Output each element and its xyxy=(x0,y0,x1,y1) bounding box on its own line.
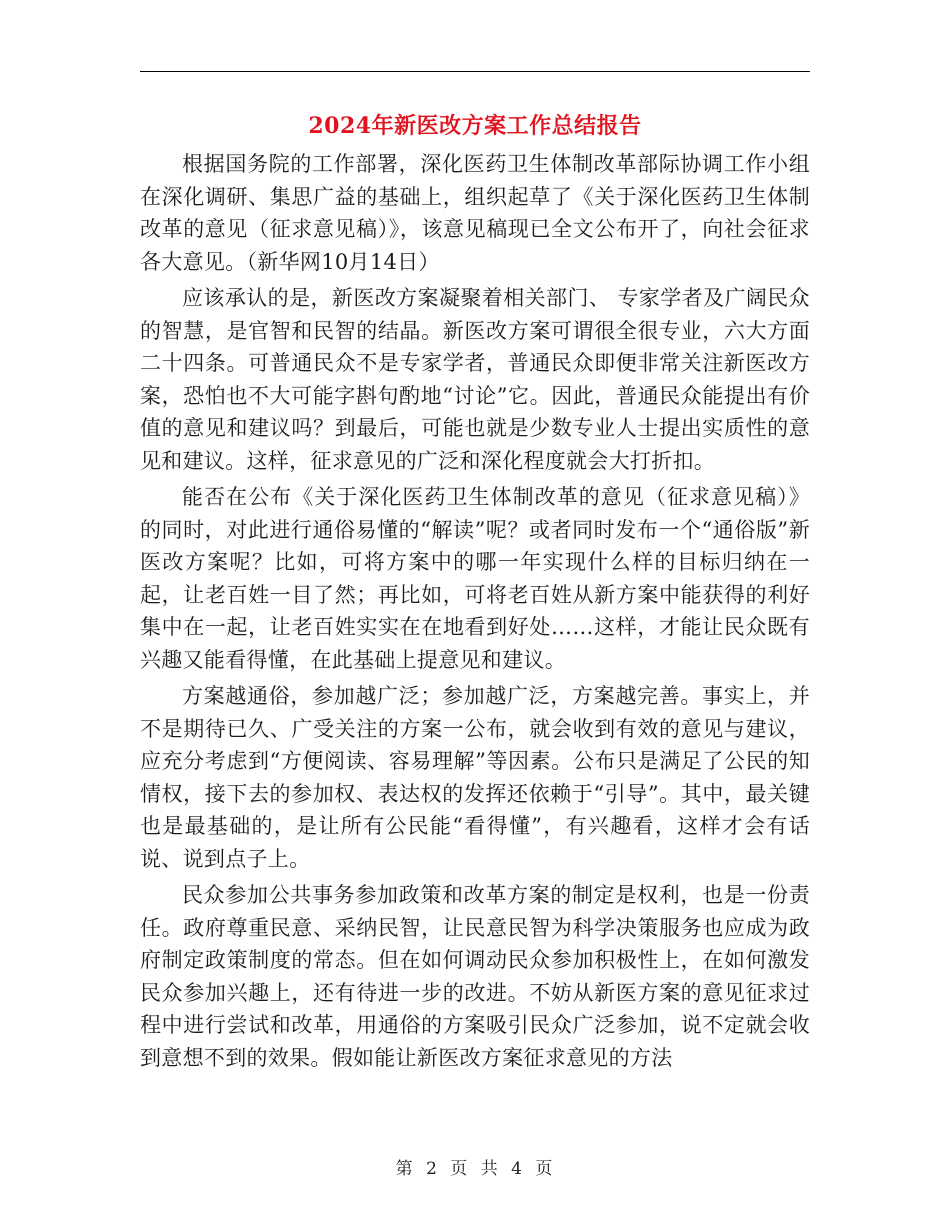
footer-label-ye: 页 xyxy=(450,1159,470,1179)
page-footer xyxy=(0,1154,950,1179)
document-body xyxy=(140,148,810,1078)
document-title: 2024年新医改方案工作总结报告 xyxy=(308,113,642,139)
footer-label-ye-2: 页 xyxy=(535,1159,555,1179)
footer-label-di: 第 xyxy=(395,1159,415,1179)
footer-total-pages: 4 xyxy=(511,1159,524,1179)
footer-label-gong: 共 xyxy=(480,1159,500,1179)
paragraph-1: 根据国务院的工作部署，深化医药卫生体制改革部际协调工作小组在深化调研、集思广益的基础上，组织起草了《关于深化医药卫生体制改革的意见（征求意见稿）》，该意见稿现已全文公布开了，向社会征求各大意见。（新华网10月14日） xyxy=(140,152,810,274)
paragraph-5: 民众参加公共事务参加政策和改革方案的制定是权利，也是一份责任。政府尊重民意、采纳民智，让民意民智为科学决策服务也应成为政府制定政策制度的常态。但在如何调动民众参加积极性上，在如何激发民众参加兴趣上，还有待进一步的改进。不妨从新医方案的意见征求过程中进行尝试和改革，用通俗的方案吸引民众广泛参加，说不定就会收到意想不到的效果。假如能让新医改方案征求意见的方法 xyxy=(140,883,810,1070)
paragraph-4: 方案越通俗，参加越广泛；参加越广泛，方案越完善。事实上，并不是期待已久、广受关注的方案一公布，就会收到有效的意见与建议，应充分考虑到“方便阅读、容易理解”等因素。公布只是满足了公民的知情权，接下去的参加权、表达权的发挥还依赖于“引导”。其中，最关键也是最基础的，是让所有公民能“看得懂”，有兴趣看，这样才会有话说、说到点子上。 xyxy=(140,684,810,871)
header-rule xyxy=(140,71,810,72)
paragraph-2: 应该承认的是，新医改方案凝聚着相关部门、 专家学者及广阔民众的智慧，是官智和民智的结晶。新医改方案可谓很全很专业，六大方面二十四条。可普通民众不是专家学者，普通民众即便非常关注新医改方案，恐怕也不大可能字斟句酌地“讨论”它。因此，普通民众能提出有价值的意见和建议吗？到最后，可能也就是少数专业人士提出实质性的意见和建议。这样，征求意见的广泛和深化程度就会大打折扣。 xyxy=(140,286,810,473)
footer-current-page: 2 xyxy=(426,1159,439,1179)
paragraph-3: 能否在公布《关于深化医药卫生体制改革的意见（征求意见稿）》的同时，对此进行通俗易懂的“解读”呢？或者同时发布一个“通俗版”新医改方案呢？比如，可将方案中的哪一年实现什么样的目标归纳在一起，让老百姓一目了然；再比如，可将老百姓从新方案中能获得的利好集中在一起，让老百姓实实在在地看到好处……这样，才能让民众既有兴趣又能看得懂，在此基础上提意见和建议。 xyxy=(140,485,810,672)
